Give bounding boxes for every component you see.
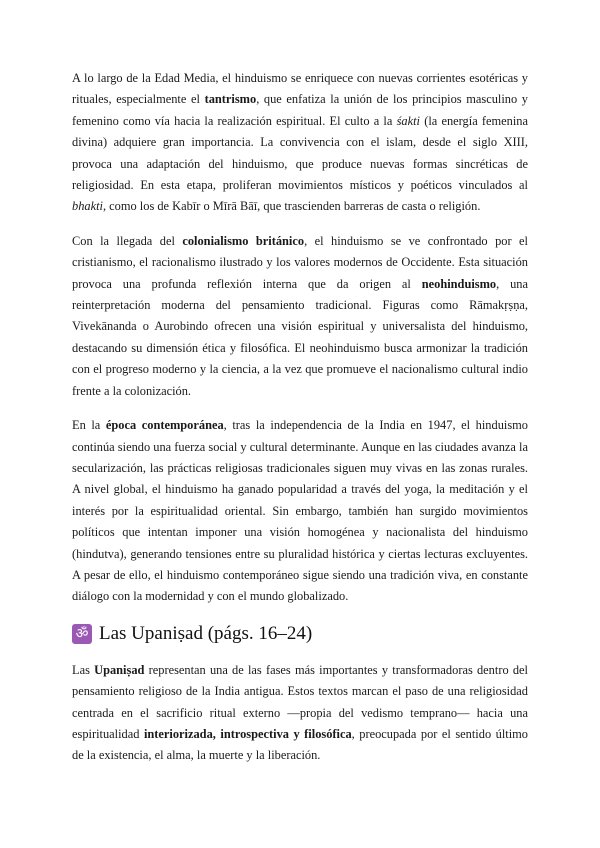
bold-term: colonialismo británico	[182, 233, 305, 248]
text-run: Con la llegada del	[72, 233, 183, 248]
paragraph-edad-media	[72, 68, 528, 218]
bold-term: tantrismo	[204, 92, 257, 107]
bold-term: interiorizada, introspectiva y filosófica	[143, 726, 352, 741]
paragraph-colonialismo	[72, 231, 528, 402]
bold-term: Upaniṣad	[94, 662, 145, 677]
bold-term: neohinduismo	[421, 276, 497, 291]
text-run: , preocupada por el sentido último de la existencia, el alma, la muerte y la liberación.	[72, 726, 528, 763]
section-title: Las Upaniṣad (págs. 16–24)	[99, 622, 313, 644]
italic-term: bhakti	[72, 199, 103, 214]
paragraph-contemporanea	[72, 415, 528, 608]
text-run: representan una de las fases más importantes y transformadoras dentro del pensamiento religioso de la India antigua. Estos textos marcan el paso de una religiosidad centrada en el sacrificio ritual externo —propia del vedismo temprano— hacia una espiritualidad	[72, 662, 528, 741]
text-run: , que enfatiza la unión de los principios masculino y femenino como vía hacia la realización espiritual. El culto a la	[72, 92, 528, 128]
text-run: , una reinterpretación moderna del pensamiento tradicional. Figuras como Rāmakṛṣṇa, Vivekānanda o Aurobindo ofrecen una visión espiritual y universalista del hinduismo, destacando su dimensión ética y filosófica. El neohinduismo busca armonizar la tradición con el progreso moderno y la ciencia, a la vez que promueve el nacionalismo cultural indio frente a la colonización.	[72, 276, 528, 398]
om-glyph: ॐ	[75, 625, 89, 642]
paragraph-upanisad	[72, 660, 528, 767]
section-heading-upanisad	[72, 622, 528, 646]
text-run: Las	[72, 662, 95, 677]
text-run: En la	[72, 418, 106, 433]
text-run: , el hinduismo se ve confrontado por el cristianismo, el racionalismo ilustrado y los valores modernos de Occidente. Esta situación provoca una profunda reflexión interna que da origen al	[72, 233, 528, 291]
om-icon	[72, 624, 92, 644]
bold-term: época contemporánea	[105, 418, 224, 433]
text-run: , como los de Kabīr o Mīrā Bāī, que trascienden barreras de casta o religión.	[102, 199, 481, 214]
text-run: A lo largo de la Edad Media, el hinduismo se enriquece con nuevas corrientes esotéricas y rituales, especialmente el	[72, 71, 528, 107]
text-run: (la energía femenina divina) adquiere gran importancia. La convivencia con el islam, desde el siglo XIII, provoca una adaptación del hinduismo, que produce nuevas formas sincréticas de religiosidad. En esta etapa, proliferan movimientos místicos y poéticos vinculados al	[72, 113, 528, 193]
text-run: , tras la independencia de la India en 1947, el hinduismo continúa siendo una fuerza social y cultural determinante. Aunque en las ciudades avanza la secularización, las prácticas religiosas tradicionales siguen muy vivas en las zonas rurales. A nivel global, el hinduismo ha ganado popularidad a través del yoga, la meditación y el interés por la espiritualidad oriental. Sin embargo, también han surgido movimientos políticos que intentan imponer una visión homogénea y nacionalista del hinduismo (hindutva), generando tensiones entre su pluralidad histórica y ciertas lecturas excluyentes. A pesar de ello, el hinduismo contemporáneo sigue siendo una tradición viva, en constante diálogo con la modernidad y con el mundo globalizado.	[72, 418, 528, 604]
italic-term: śakti	[396, 113, 420, 128]
